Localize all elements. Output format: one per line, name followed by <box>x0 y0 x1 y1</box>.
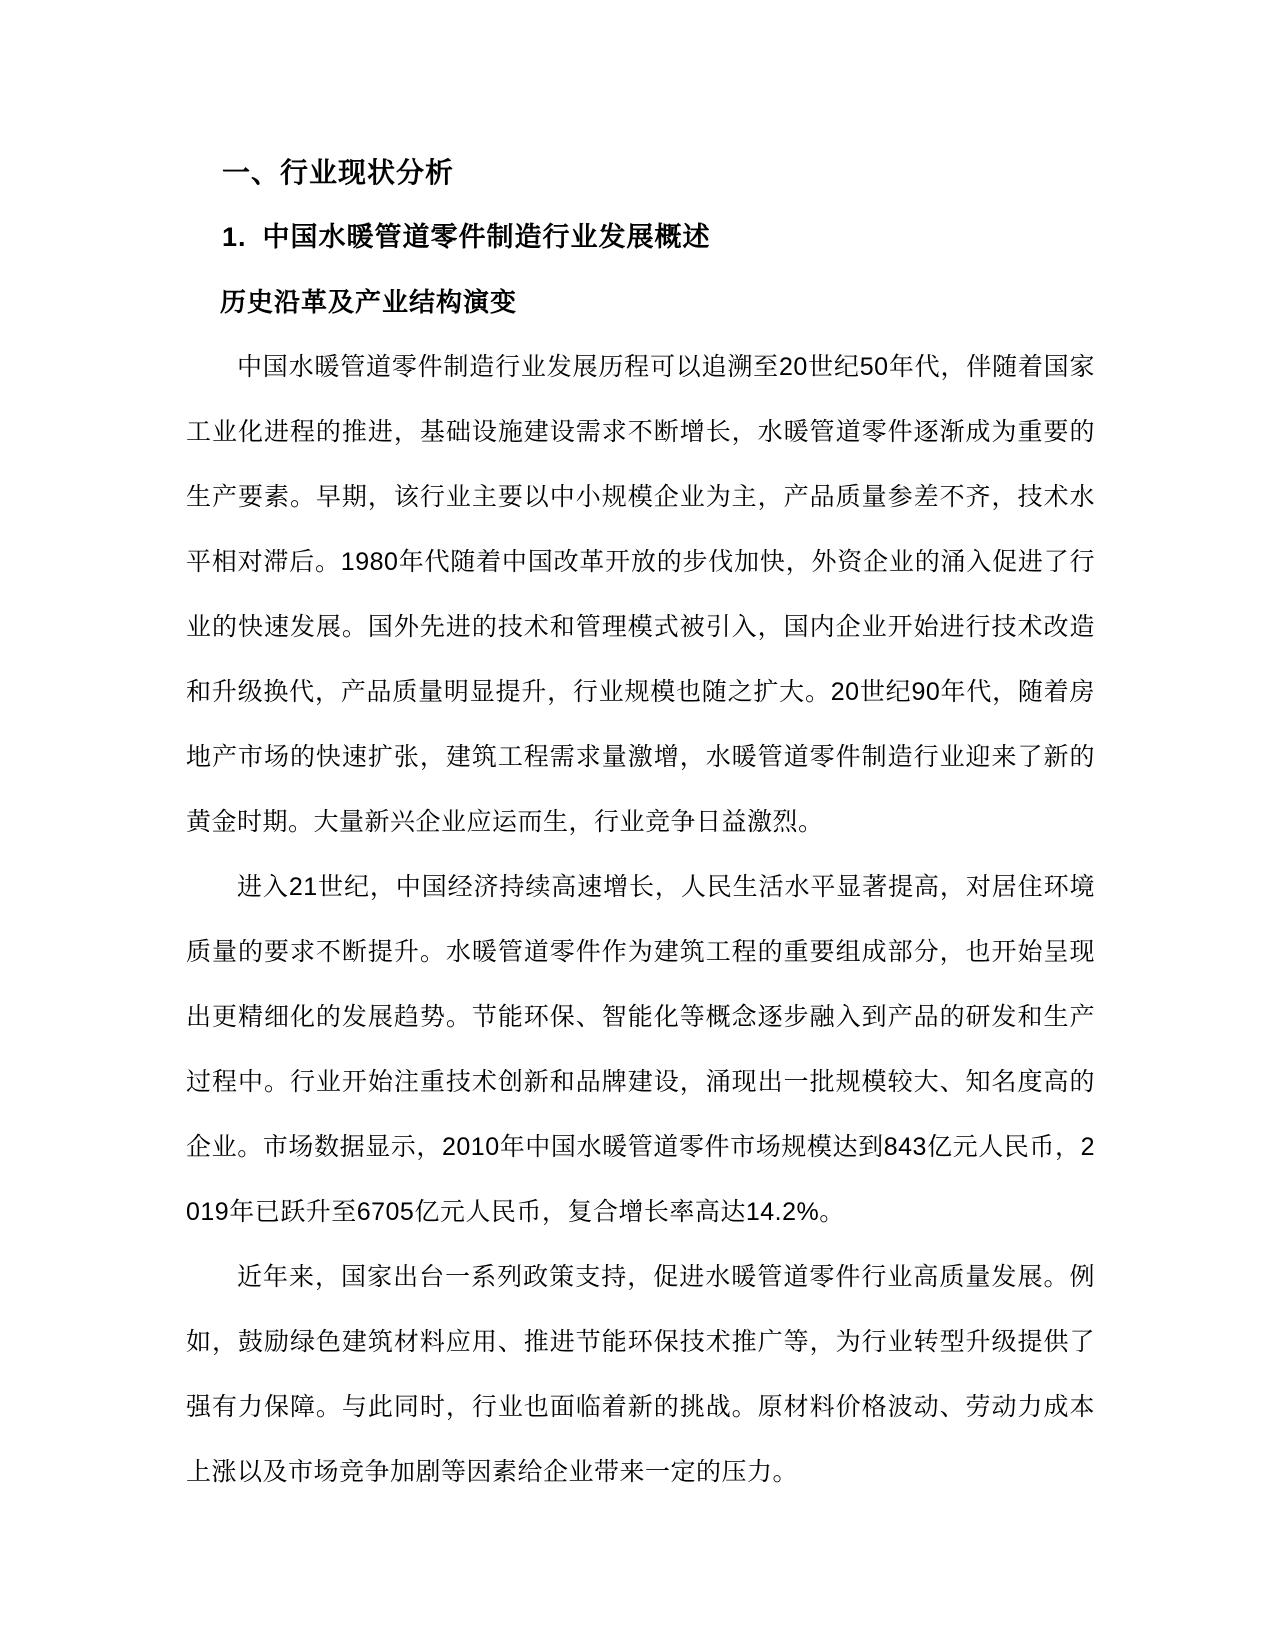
paragraph-policy-and-challenges: 近年来，国家出台一系列政策支持，促进水暖管道零件行业高质量发展。例如，鼓励绿色建筑材料应用、推进节能环保技术推广等，为行业转型升级提供了强有力保障。与此同时，行业也面临着新的挑战。原材料价格波动、劳动力成本上涨以及市场竞争加剧等因素给企业带来一定的压力。 <box>186 1263 1095 1486</box>
subsection-number: 1. <box>222 222 247 252</box>
topic-heading: 历史沿革及产业结构演变 <box>220 287 518 317</box>
paragraph-21st-century-growth: 进入21世纪，中国经济持续高速增长，人民生活水平显著提高，对居住环境质量的要求不断提升。水暖管道零件作为建筑工程的重要组成部分，也开始呈现出更精细化的发展趋势。节能环保、智能化等概念逐步融入到产品的研发和生产过程中。行业开始注重技术创新和品牌建设，涌现出一批规模较大、知名度高的企业。市场数据显示，2010年中国水暖管道零件市场规模达到843亿元人民币，2019年已跃升至6705亿元人民币，复合增长率高达14.2%。 <box>186 873 1095 1226</box>
subsection-heading <box>186 205 1095 270</box>
subsection-title: 中国水暖管道零件制造行业发展概述 <box>262 222 711 252</box>
section-heading: 一、行业现状分析 <box>222 157 455 188</box>
paragraph-industry-history: 中国水暖管道零件制造行业发展历程可以追溯至20世纪50年代，伴随着国家工业化进程的推进，基础设施建设需求不断增长，水暖管道零件逐渐成为重要的生产要素。早期，该行业主要以中小规模企业为主，产品质量参差不齐，技术水平相对滞后。1980年代随着中国改革开放的步伐加快，外资企业的涌入促进了行业的快速发展。国外先进的技术和管理模式被引入，国内企业开始进行技术改造和升级换代，产品质量明显提升，行业规模也随之扩大。20世纪90年代，随着房地产市场的快速扩张，建筑工程需求量激增，水暖管道零件制造行业迎来了新的黄金时期。大量新兴企业应运而生，行业竞争日益激烈。 <box>186 353 1095 836</box>
